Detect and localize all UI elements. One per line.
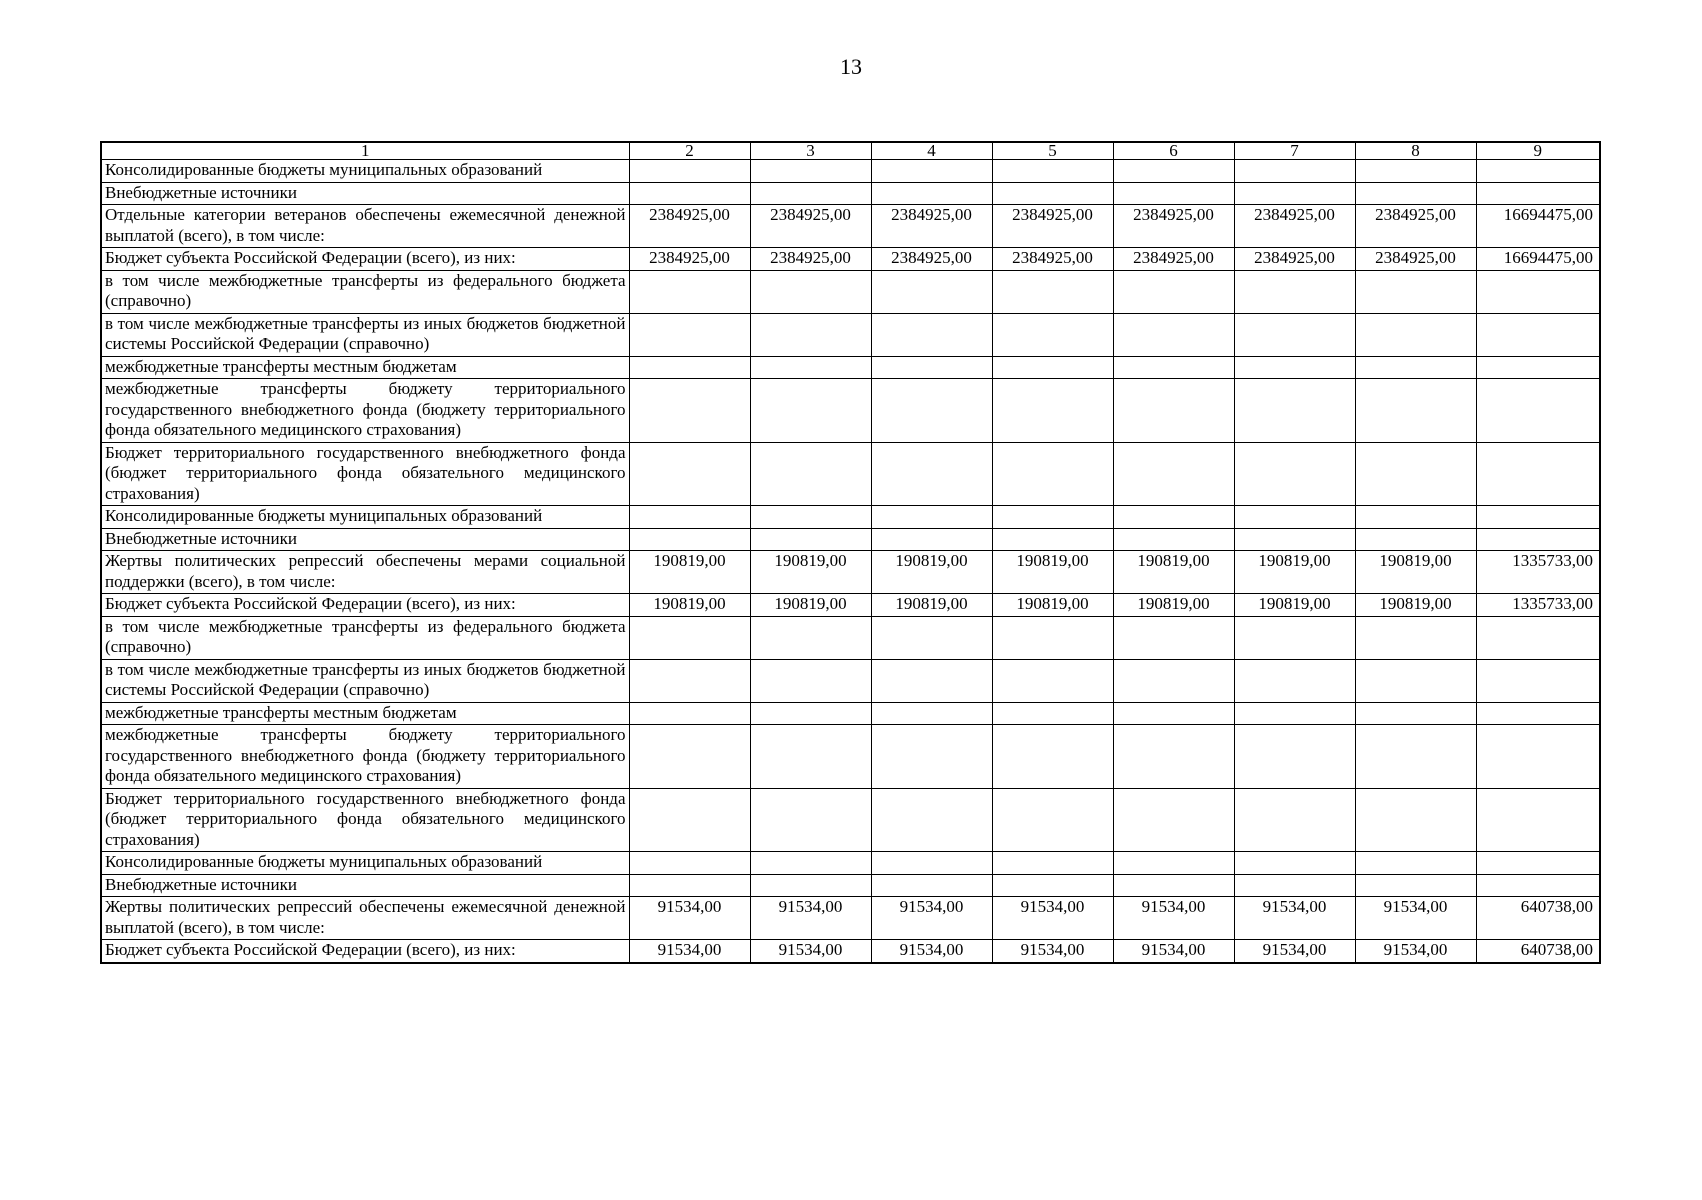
value-cell xyxy=(1234,788,1355,852)
value-cell xyxy=(1476,874,1600,897)
row-label: Бюджет субъекта Российской Федерации (всего), из них: xyxy=(101,248,629,271)
table-row xyxy=(101,788,1600,852)
table-row xyxy=(101,852,1600,875)
value-cell xyxy=(1355,442,1476,506)
value-cell xyxy=(1113,270,1234,313)
column-header: 7 xyxy=(1234,142,1355,160)
table-row xyxy=(101,442,1600,506)
budget-table xyxy=(100,141,1601,964)
value-cell: 91534,00 xyxy=(629,940,750,963)
value-cell: 91534,00 xyxy=(992,940,1113,963)
value-cell: 91534,00 xyxy=(1355,897,1476,940)
row-label: межбюджетные трансферты местным бюджетам xyxy=(101,356,629,379)
value-cell xyxy=(1355,270,1476,313)
row-label: межбюджетные трансферты местным бюджетам xyxy=(101,702,629,725)
value-cell: 2384925,00 xyxy=(1113,205,1234,248)
value-cell: 2384925,00 xyxy=(1113,248,1234,271)
value-cell: 190819,00 xyxy=(1234,594,1355,617)
value-cell xyxy=(1476,160,1600,183)
value-cell xyxy=(871,528,992,551)
value-cell xyxy=(750,182,871,205)
value-cell xyxy=(1113,442,1234,506)
value-cell xyxy=(629,725,750,789)
row-label: Консолидированные бюджеты муниципальных образований xyxy=(101,160,629,183)
row-label: Консолидированные бюджеты муниципальных образований xyxy=(101,506,629,529)
value-cell xyxy=(1234,379,1355,443)
value-cell: 190819,00 xyxy=(871,594,992,617)
page-number: 13 xyxy=(840,54,862,79)
column-header: 2 xyxy=(629,142,750,160)
value-cell: 2384925,00 xyxy=(750,248,871,271)
value-cell xyxy=(629,313,750,356)
value-cell xyxy=(1113,702,1234,725)
value-cell: 190819,00 xyxy=(629,594,750,617)
value-cell: 2384925,00 xyxy=(629,248,750,271)
value-cell xyxy=(629,788,750,852)
value-cell: 2384925,00 xyxy=(1355,205,1476,248)
table-row xyxy=(101,702,1600,725)
value-cell xyxy=(750,702,871,725)
value-cell: 190819,00 xyxy=(992,551,1113,594)
table-row xyxy=(101,356,1600,379)
value-cell: 91534,00 xyxy=(871,897,992,940)
value-cell: 2384925,00 xyxy=(1234,205,1355,248)
value-cell xyxy=(629,506,750,529)
value-cell xyxy=(1355,506,1476,529)
table-row xyxy=(101,940,1600,963)
value-cell xyxy=(992,659,1113,702)
value-cell xyxy=(1355,313,1476,356)
value-cell xyxy=(992,874,1113,897)
value-cell xyxy=(1234,528,1355,551)
value-cell xyxy=(871,702,992,725)
value-cell: 2384925,00 xyxy=(1234,248,1355,271)
row-label: Отдельные категории ветеранов обеспечены ежемесячной денежной выплатой (всего), в том числе: xyxy=(101,205,629,248)
table-row xyxy=(101,313,1600,356)
value-cell xyxy=(1476,313,1600,356)
value-cell xyxy=(750,379,871,443)
table-row xyxy=(101,897,1600,940)
value-cell xyxy=(871,725,992,789)
column-header: 6 xyxy=(1113,142,1234,160)
value-cell xyxy=(629,616,750,659)
value-cell: 190819,00 xyxy=(1113,594,1234,617)
value-cell xyxy=(1234,725,1355,789)
value-cell xyxy=(1113,313,1234,356)
value-cell xyxy=(992,356,1113,379)
value-cell xyxy=(1355,702,1476,725)
row-label: в том числе межбюджетные трансферты из иных бюджетов бюджетной системы Российской Федерации (справочно) xyxy=(101,313,629,356)
column-header: 1 xyxy=(101,142,629,160)
row-label: в том числе межбюджетные трансферты из федерального бюджета (справочно) xyxy=(101,270,629,313)
value-cell xyxy=(750,528,871,551)
value-cell xyxy=(629,874,750,897)
value-cell xyxy=(1234,356,1355,379)
value-cell: 91534,00 xyxy=(1234,897,1355,940)
value-cell xyxy=(1476,616,1600,659)
value-cell: 2384925,00 xyxy=(992,248,1113,271)
value-cell xyxy=(1234,852,1355,875)
value-cell xyxy=(1234,616,1355,659)
table-row xyxy=(101,616,1600,659)
table-row xyxy=(101,725,1600,789)
value-cell xyxy=(1113,659,1234,702)
value-cell xyxy=(629,160,750,183)
value-cell: 2384925,00 xyxy=(629,205,750,248)
value-cell xyxy=(1113,788,1234,852)
value-cell xyxy=(992,528,1113,551)
value-cell xyxy=(1234,442,1355,506)
value-cell: 91534,00 xyxy=(1355,940,1476,963)
value-cell xyxy=(992,702,1113,725)
value-cell xyxy=(629,270,750,313)
value-cell xyxy=(1234,313,1355,356)
value-cell xyxy=(629,852,750,875)
value-cell xyxy=(750,616,871,659)
value-cell xyxy=(992,182,1113,205)
value-cell: 1335733,00 xyxy=(1476,551,1600,594)
value-cell xyxy=(1113,528,1234,551)
value-cell: 16694475,00 xyxy=(1476,248,1600,271)
value-cell xyxy=(750,506,871,529)
value-cell xyxy=(1476,702,1600,725)
value-cell xyxy=(1234,659,1355,702)
column-header: 3 xyxy=(750,142,871,160)
value-cell: 640738,00 xyxy=(1476,940,1600,963)
value-cell xyxy=(1355,852,1476,875)
value-cell: 190819,00 xyxy=(1355,551,1476,594)
value-cell xyxy=(992,160,1113,183)
row-label: в том числе межбюджетные трансферты из федерального бюджета (справочно) xyxy=(101,616,629,659)
value-cell xyxy=(1476,852,1600,875)
value-cell xyxy=(1355,788,1476,852)
value-cell xyxy=(871,616,992,659)
value-cell xyxy=(1476,506,1600,529)
value-cell xyxy=(1476,182,1600,205)
value-cell xyxy=(871,270,992,313)
value-cell xyxy=(1113,356,1234,379)
value-cell xyxy=(992,852,1113,875)
value-cell: 91534,00 xyxy=(1113,897,1234,940)
value-cell xyxy=(871,356,992,379)
value-cell xyxy=(871,313,992,356)
value-cell xyxy=(871,874,992,897)
value-cell xyxy=(992,725,1113,789)
value-cell: 91534,00 xyxy=(629,897,750,940)
value-cell xyxy=(1234,270,1355,313)
value-cell xyxy=(871,160,992,183)
row-label: Внебюджетные источники xyxy=(101,874,629,897)
value-cell xyxy=(629,702,750,725)
table-row xyxy=(101,248,1600,271)
value-cell xyxy=(750,270,871,313)
value-cell xyxy=(871,379,992,443)
value-cell xyxy=(1113,725,1234,789)
value-cell xyxy=(750,725,871,789)
value-cell xyxy=(871,852,992,875)
value-cell: 91534,00 xyxy=(1234,940,1355,963)
value-cell: 91534,00 xyxy=(750,940,871,963)
value-cell xyxy=(750,160,871,183)
value-cell xyxy=(992,313,1113,356)
value-cell xyxy=(1355,182,1476,205)
value-cell xyxy=(871,788,992,852)
table-row xyxy=(101,528,1600,551)
table-row xyxy=(101,160,1600,183)
value-cell: 190819,00 xyxy=(1234,551,1355,594)
value-cell xyxy=(1476,356,1600,379)
column-header: 8 xyxy=(1355,142,1476,160)
value-cell: 91534,00 xyxy=(871,940,992,963)
value-cell xyxy=(750,442,871,506)
value-cell xyxy=(1234,702,1355,725)
value-cell xyxy=(1355,356,1476,379)
table-row xyxy=(101,594,1600,617)
value-cell xyxy=(1355,528,1476,551)
value-cell xyxy=(871,506,992,529)
table-row xyxy=(101,551,1600,594)
value-cell xyxy=(992,788,1113,852)
value-cell xyxy=(1476,528,1600,551)
table-body xyxy=(101,142,1600,963)
value-cell xyxy=(629,442,750,506)
value-cell xyxy=(1476,788,1600,852)
value-cell: 91534,00 xyxy=(750,897,871,940)
value-cell: 190819,00 xyxy=(992,594,1113,617)
value-cell: 2384925,00 xyxy=(871,248,992,271)
value-cell xyxy=(1234,506,1355,529)
value-cell: 640738,00 xyxy=(1476,897,1600,940)
value-cell xyxy=(1113,379,1234,443)
value-cell xyxy=(871,442,992,506)
value-cell xyxy=(1355,874,1476,897)
value-cell xyxy=(750,659,871,702)
value-cell xyxy=(992,270,1113,313)
value-cell: 190819,00 xyxy=(629,551,750,594)
value-cell xyxy=(1476,442,1600,506)
value-cell xyxy=(1113,852,1234,875)
value-cell: 2384925,00 xyxy=(871,205,992,248)
row-label: Консолидированные бюджеты муниципальных образований xyxy=(101,852,629,875)
column-number-row xyxy=(101,142,1600,160)
value-cell xyxy=(1355,659,1476,702)
row-label: Бюджет субъекта Российской Федерации (всего), из них: xyxy=(101,594,629,617)
row-label: Жертвы политических репрессий обеспечены мерами социальной поддержки (всего), в том числе: xyxy=(101,551,629,594)
row-label: Внебюджетные источники xyxy=(101,182,629,205)
value-cell xyxy=(1476,659,1600,702)
column-header: 9 xyxy=(1476,142,1600,160)
row-label: Жертвы политических репрессий обеспечены ежемесячной денежной выплатой (всего), в том числе: xyxy=(101,897,629,940)
value-cell xyxy=(871,182,992,205)
value-cell xyxy=(1113,616,1234,659)
value-cell xyxy=(1234,874,1355,897)
table-row xyxy=(101,506,1600,529)
row-label: Бюджет территориального государственного внебюджетного фонда (бюджет территориального фонда обязательного медицинского страхования) xyxy=(101,442,629,506)
value-cell xyxy=(1476,725,1600,789)
value-cell: 16694475,00 xyxy=(1476,205,1600,248)
table-row xyxy=(101,270,1600,313)
value-cell xyxy=(1113,160,1234,183)
value-cell xyxy=(871,659,992,702)
row-label: Бюджет субъекта Российской Федерации (всего), из них: xyxy=(101,940,629,963)
value-cell xyxy=(1113,874,1234,897)
value-cell: 2384925,00 xyxy=(750,205,871,248)
value-cell: 190819,00 xyxy=(750,594,871,617)
table-row xyxy=(101,379,1600,443)
value-cell xyxy=(750,874,871,897)
value-cell: 2384925,00 xyxy=(992,205,1113,248)
value-cell: 190819,00 xyxy=(1355,594,1476,617)
value-cell xyxy=(1113,182,1234,205)
row-label: Бюджет территориального государственного внебюджетного фонда (бюджет территориального фонда обязательного медицинского страхования) xyxy=(101,788,629,852)
table-row xyxy=(101,659,1600,702)
value-cell: 190819,00 xyxy=(750,551,871,594)
value-cell xyxy=(1476,270,1600,313)
value-cell: 190819,00 xyxy=(871,551,992,594)
value-cell xyxy=(1113,506,1234,529)
value-cell xyxy=(629,528,750,551)
column-header: 5 xyxy=(992,142,1113,160)
value-cell xyxy=(1234,160,1355,183)
value-cell: 190819,00 xyxy=(1113,551,1234,594)
value-cell xyxy=(1234,182,1355,205)
value-cell xyxy=(992,442,1113,506)
value-cell xyxy=(750,788,871,852)
value-cell xyxy=(629,659,750,702)
value-cell xyxy=(750,313,871,356)
row-label: в том числе межбюджетные трансферты из иных бюджетов бюджетной системы Российской Федерации (справочно) xyxy=(101,659,629,702)
row-label: межбюджетные трансферты бюджету территориального государственного внебюджетного фонда (бюджету территориального фонда обязательного медицинского страхования) xyxy=(101,379,629,443)
value-cell xyxy=(629,379,750,443)
value-cell xyxy=(629,356,750,379)
value-cell xyxy=(1355,616,1476,659)
value-cell: 91534,00 xyxy=(1113,940,1234,963)
table-row xyxy=(101,182,1600,205)
value-cell: 91534,00 xyxy=(992,897,1113,940)
value-cell xyxy=(992,616,1113,659)
value-cell xyxy=(1355,160,1476,183)
row-label: межбюджетные трансферты бюджету территориального государственного внебюджетного фонда (бюджету территориального фонда обязательного медицинского страхования) xyxy=(101,725,629,789)
value-cell xyxy=(1476,379,1600,443)
value-cell xyxy=(992,506,1113,529)
table-row xyxy=(101,205,1600,248)
value-cell: 2384925,00 xyxy=(1355,248,1476,271)
value-cell: 1335733,00 xyxy=(1476,594,1600,617)
value-cell xyxy=(1355,725,1476,789)
value-cell xyxy=(992,379,1113,443)
value-cell xyxy=(750,356,871,379)
column-header: 4 xyxy=(871,142,992,160)
row-label: Внебюджетные источники xyxy=(101,528,629,551)
value-cell xyxy=(1355,379,1476,443)
table-row xyxy=(101,874,1600,897)
value-cell xyxy=(629,182,750,205)
value-cell xyxy=(750,852,871,875)
